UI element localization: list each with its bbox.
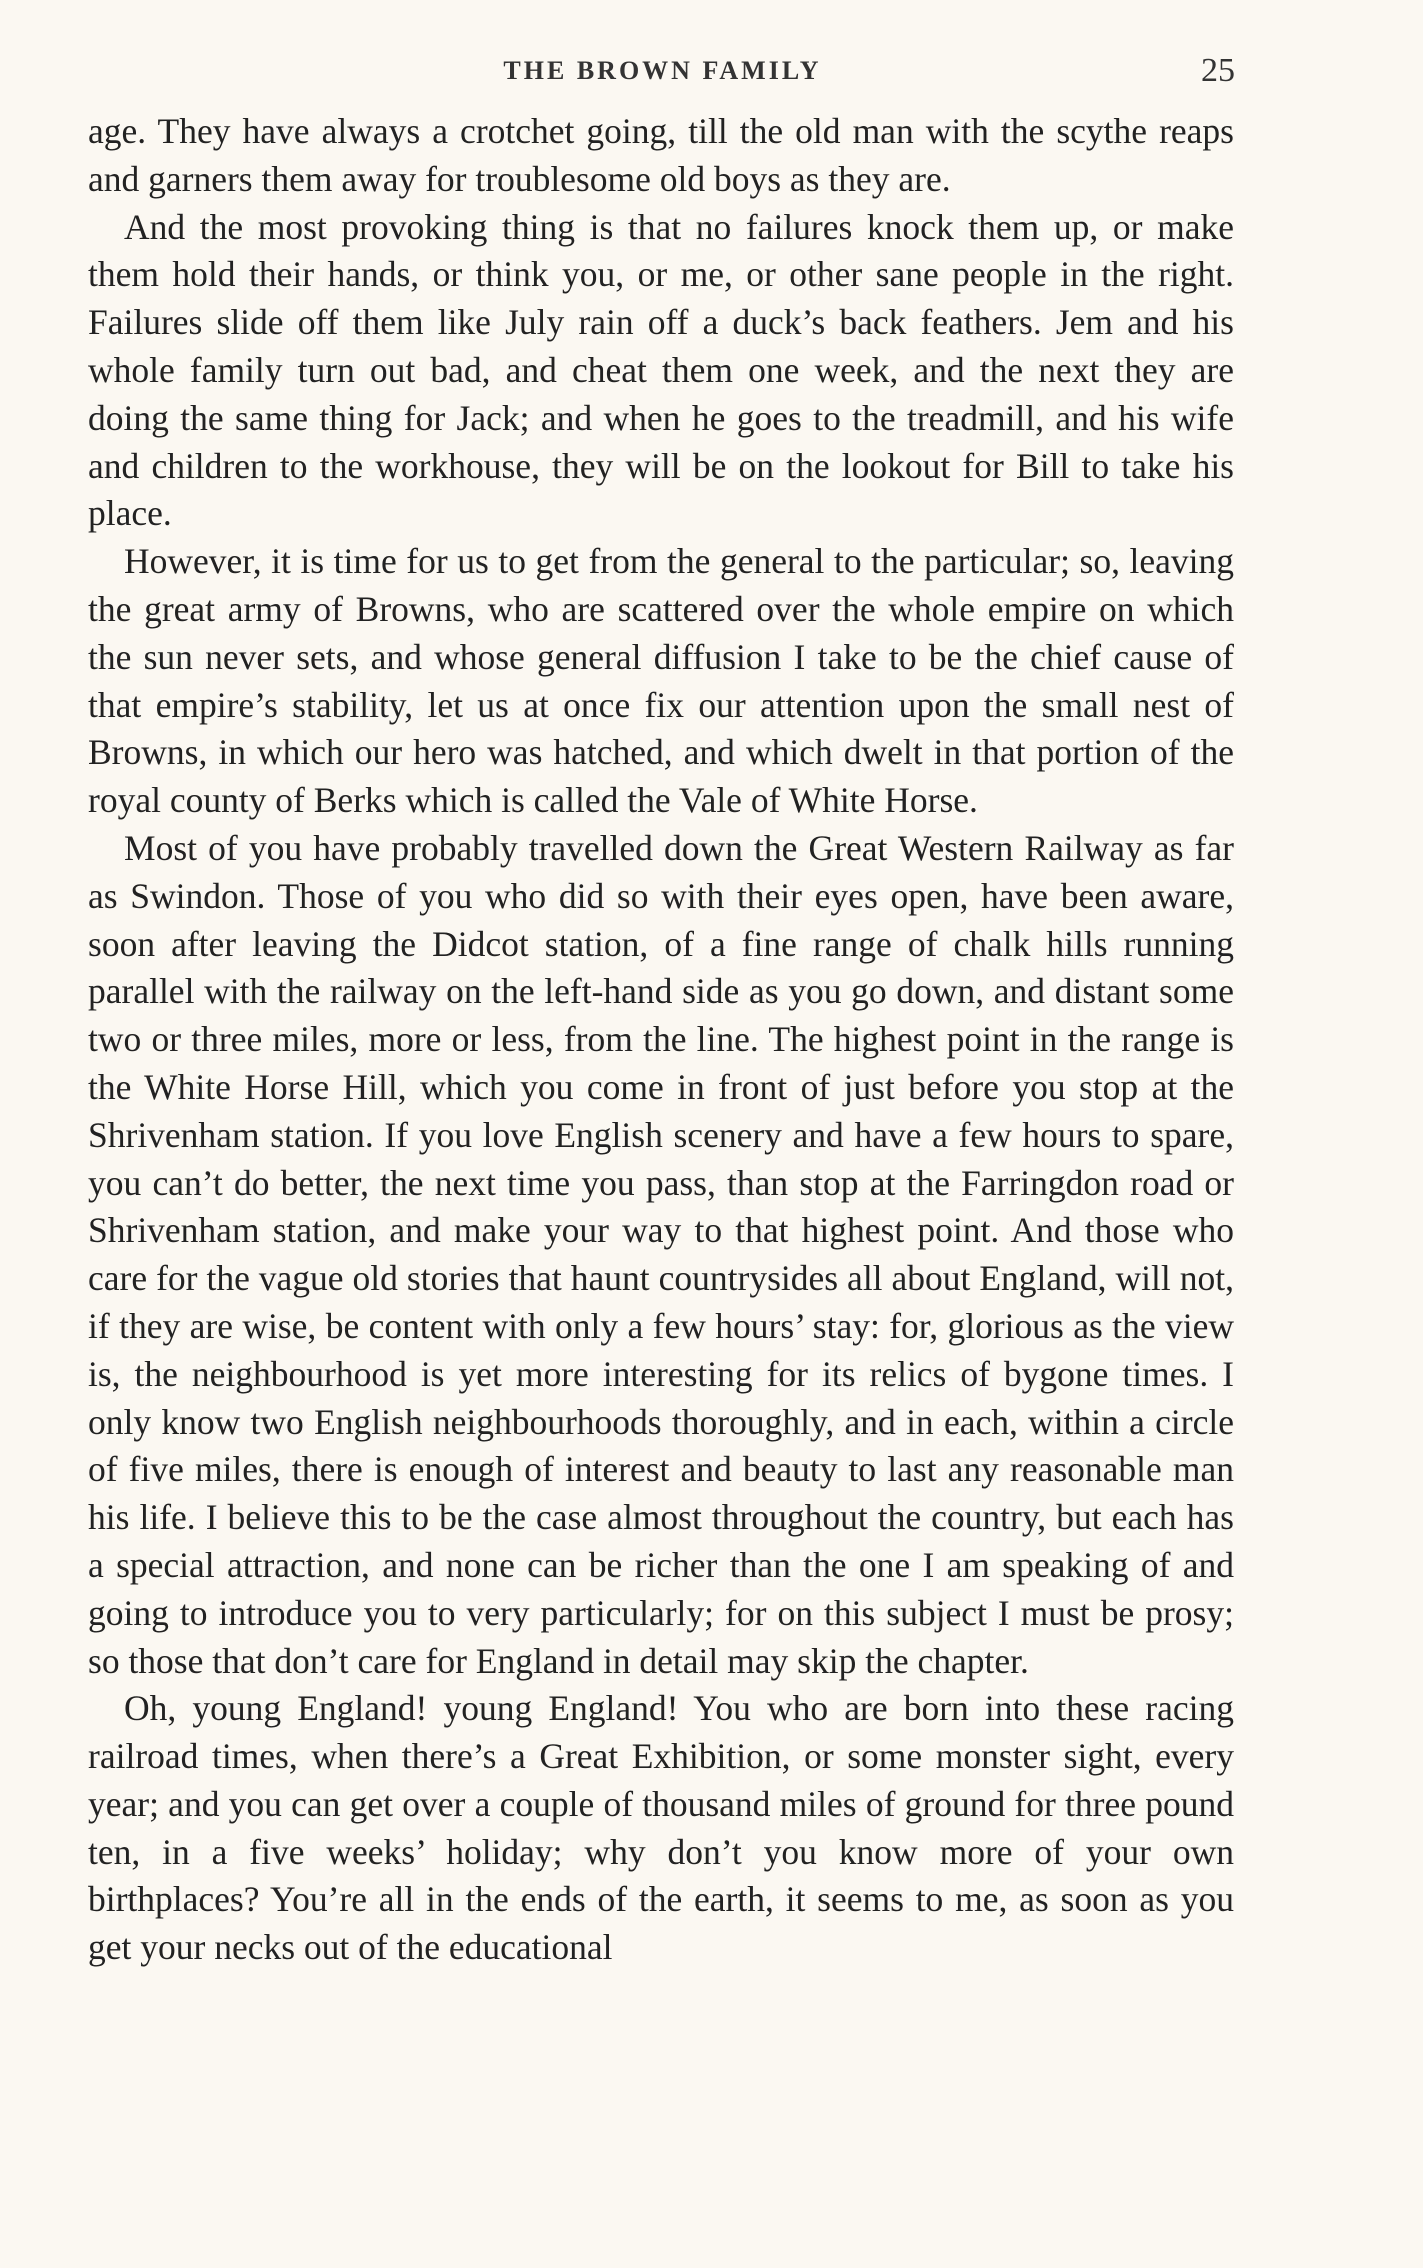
paragraph-continued: age. They have always a crotchet going, till the old man with the scythe reaps and garners them away for troublesome old boys as they are.: [88, 111, 1234, 199]
running-head: [90, 52, 1235, 92]
paragraph: Oh, young England! young England! You who are born into these racing railroad times, when there’s a Great Exhibition, or some monster sight, every year; and you can get over a couple of thousand miles of ground for three pound ten, in a five weeks’ holiday; why don’t you know more of your own birthplaces? You’re all in the ends of the earth, it seems to me, as soon as you get your necks out of the educational: [88, 1688, 1234, 1968]
page-number: 25: [1201, 52, 1235, 89]
paragraph: And the most provoking thing is that no failures knock them up, or make them hold their hands, or think you, or me, or other sane people in the right. Failures slide off them like July rain off a duck’s back feathers. Jem and his whole family turn out bad, and cheat them one week, and the next they are doing the same thing for Jack; and when he goes to the treadmill, and his wife and children to the workhouse, they will be on the lookout for Bill to take his place.: [88, 206, 1234, 534]
paragraph: Most of you have probably travelled down the Great Western Railway as far as Swindon. Those of you who did so with their eyes open, have been aware, soon after leaving the Didcot station, of a fine range of chalk hills running parallel with the railway on the left-hand side as you go down, and distant some two or three miles, more or less, from the line. The highest point in the range is the White Horse Hill, which you come in front of just before you stop at the Shrivenham station. If you love English scenery and have a few hours to spare, you can’t do better, the next time you pass, than stop at the Farringdon road or Shrivenham station, and make your way to that highest point. And those who care for the vague old stories that haunt countrysides all about England, will not, if they are wise, be content with only a few hours’ stay: for, glorious as the view is, the neighbourhood is yet more interesting for its relics of bygone times. I only know two English neighbourhoods thoroughly, and in each, within a circle of five miles, there is enough of interest and beauty to last any reasonable man his life. I believe this to be the case almost throughout the country, but each has a special attraction, and none can be richer than the one I am speaking of and going to introduce you to very particularly; for on this subject I must be prosy; so those that don’t care for England in detail may skip the chapter.: [88, 827, 1234, 1681]
running-title: THE BROWN FAMILY: [503, 56, 822, 85]
body-text: [88, 108, 1234, 1972]
paragraph: However, it is time for us to get from the general to the particular; so, leaving the great army of Browns, who are scattered over the whole empire on which the sun never sets, and whose general diffusion I take to be the chief cause of that empire’s stability, let us at once fix our attention upon the small nest of Browns, in which our hero was hatched, and which dwelt in that portion of the royal county of Berks which is called the Vale of White Horse.: [88, 541, 1234, 821]
